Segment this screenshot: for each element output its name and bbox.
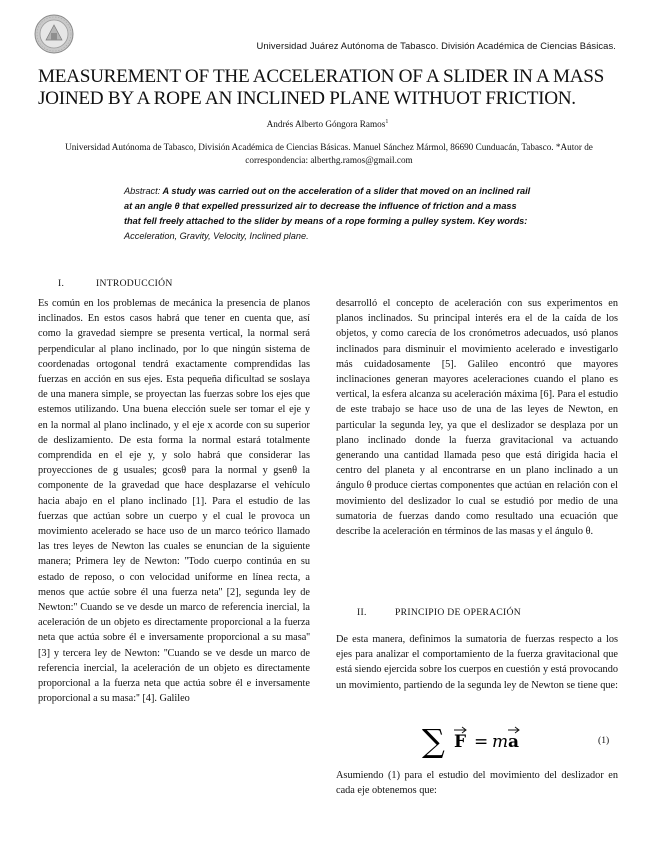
body-text-operation-intro: De esta manera, definimos la sumatoria de fuerzas respecto a los ejes para analizar el comportamiento de la fuerza gravitacional que está siendo ejercida sobre los cuerpos en cuestión y está provocando un movimiento, partiendo de la segunda ley de Newton se tiene que: xyxy=(336,634,618,691)
body-text-assumption: Asumiendo (1) para el estudio del movimiento del deslizador en cada eje obtenemos que: xyxy=(336,770,618,797)
body-text-right-column: desarrolló el concepto de aceleración con sus experimentos en planos inclinados. Su principal interés era el de la caída de los objetos, y como carecía de los cronómetros adecuados, usó planos inclinados para disminuir el movimiento acelerado e investigarlo más cuidadosamente [5]. Galileo encontró que mayores inclinaciones generan mayores aceleraciones cuando el plano es vertical, la esfera alcanza su aceleración máxima [6]. Para el estudio de este trabajo se hace uso de una de las leyes de Newton, en particular la segunda ley, ya que el deslizador se desplaza por un plano inclinado donde la fuerza gravitacional va actuando generando una cantidad llamada peso que está dirigida hacia el centro del planeta y al encontrarse en un plano inclinado a un ángulo θ produce ciertas componentes que actúan en relación con el movimiento del deslizador lo cual se estudió por medio de una sumatoria de fuerzas dando como resultado una ecuación que describe la aceleración en términos de las masas y el ángulo θ. xyxy=(336,298,618,538)
author-line xyxy=(0,119,655,129)
equation-number: (1) xyxy=(598,735,610,746)
abstract-label: Abstract: xyxy=(124,186,161,196)
force-symbol: F xyxy=(454,732,467,752)
section-number: I. xyxy=(58,278,65,289)
university-seal-logo xyxy=(34,14,74,54)
body-text-left-column: Es común en los problemas de mecánica la presencia de planos inclinados. En estos casos habrá que tener en cuenta que, así como la gravedad siempre se presenta vertical, la normal será perpendicular al plano inclinado, por lo que ningún sistema de coordenadas ortogonal tendrá exactamente comprendidas las fuerzas en acción en sus ejes. Esta pequeña dificultad se soslaya de una manera simple, se proyectan las fuerzas sobre los ejes que estemos utilizando. Una buena elección suele ser tomar el eje y en la normal al plano inclinado, y el eje x acorde con su superior de deslizamiento. De esta forma la normal estará totalmente comprendida en el eje y, y solo habrá que considerar las proyecciones de g usuales; gcosθ para la normal y gsenθ la componente de la gravedad que hace desplazarse el vehículo hacia abajo en el plano inclinado [1]. Para el estudio de las fuerzas que actúan sobre un cuerpo y el cual le provoca un movimiento acelerado se hace uso de un marco teórico llamado las tres leyes de Newton las cuales se enuncian de la siguiente manera; Primera ley de Newton: ''Todo cuerpo continúa en su estado de reposo, o con velocidad uniforme en línea recta, a menos que actúe sobre él una fuerza neta'' [2], segunda ley de Newton:'' Cuando se ve desde un marco de referencia inercial, la aceleración de un objeto es directamente proporcional a la fuerza neta que actúa sobre él e inversamente proporcional a su masa'' [3] y tercera ley de Newton: ''Cuando se ve desde un marco de referencia inercial, la aceleración de un objeto es directamente proporcional a la fuerza neta que actúa sobre él e inversamente proporcional a su masa:'' [4]. Galileo xyxy=(38,298,310,705)
acceleration-symbol: a xyxy=(508,732,520,752)
mass-symbol: m xyxy=(492,732,509,752)
section-heading-introduccion xyxy=(58,278,173,289)
summation-symbol: ∑ xyxy=(422,722,445,758)
section-heading-principio xyxy=(357,607,521,618)
abstract-text: A study was carried out on the acceleration of a slider that moved on an inclined rail at an angle θ that expelled pressurized air to decrease the influence of friction and a mass that fell freely attached to the slider by means of a rope forming a pulley system. xyxy=(124,186,531,226)
running-header: Universidad Juárez Autónoma de Tabasco. División Académica de Ciencias Básicas. xyxy=(256,40,616,51)
keywords-text: Acceleration, Gravity, Velocity, Inclined plane. xyxy=(124,231,309,241)
equals-sign: = xyxy=(474,732,489,752)
section-title: INTRODUCCIÓN xyxy=(96,278,173,289)
section-title: PRINCIPIO DE OPERACIÓN xyxy=(395,607,521,618)
abstract-block xyxy=(124,184,534,244)
newton-second-law-equation xyxy=(420,718,530,758)
author-superscript: 1 xyxy=(385,119,389,125)
keywords-label: Key words: xyxy=(477,216,528,226)
author-name: Andrés Alberto Góngora Ramos xyxy=(266,119,386,130)
section-number: II. xyxy=(357,607,367,618)
paper-title: MEASUREMENT OF THE ACCELERATION OF A SLIDER IN A MASS JOINED BY A ROPE AN INCLINED PLANE WITHUOT FRICTION. xyxy=(38,66,605,109)
affiliation: Universidad Autónoma de Tabasco, División Académica de Ciencias Básicas. Manuel Sánchez Mármol, 86690 Cunduacán, Tabasco. *Autor de correspondencia: alberthg.ramos@gmail.com xyxy=(65,142,593,165)
